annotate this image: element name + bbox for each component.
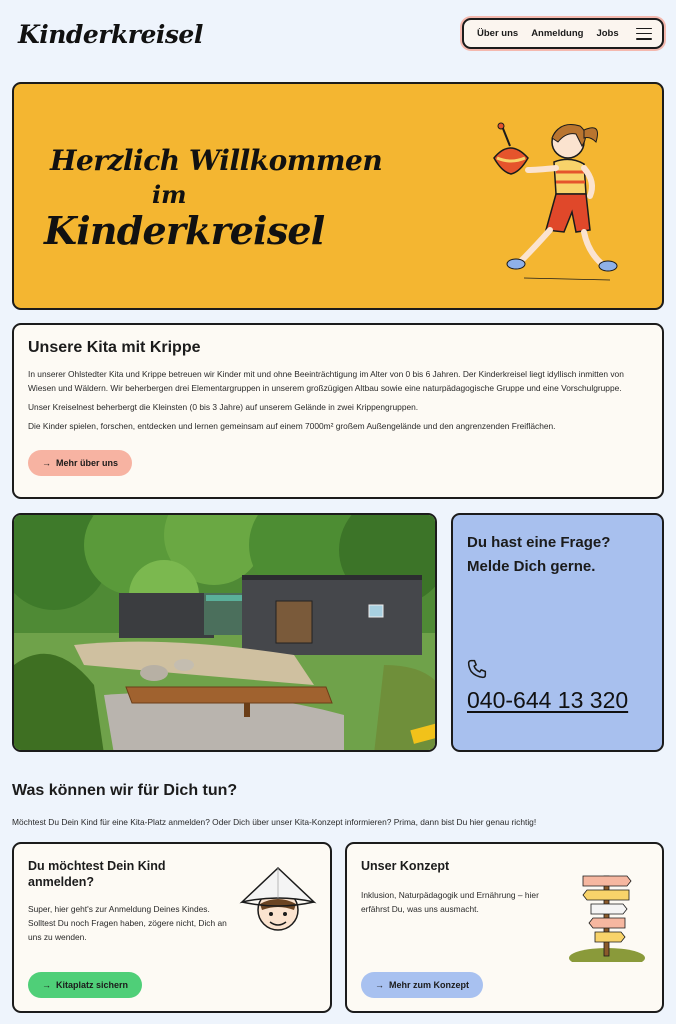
phone-icon <box>467 659 487 679</box>
kita-title: Unsere Kita mit Krippe <box>28 339 201 356</box>
site-logo[interactable] <box>12 12 203 56</box>
kita-intro-card <box>12 323 664 499</box>
mehr-zum-konzept-button[interactable] <box>361 972 483 998</box>
arrow-right-icon: → <box>42 458 51 468</box>
nav-item-ueber-uns[interactable]: Über uns <box>477 28 519 39</box>
hero-headline-2: im <box>152 180 187 209</box>
kita-paragraph-3: Die Kinder spielen, forschen, entdecken und lernen gemeinsam auf einem 7000m² großem Außengelände und den angrenzenden Freiflächen. <box>28 421 556 431</box>
anmeldung-card <box>12 842 332 1013</box>
mehr-ueber-uns-button[interactable] <box>28 450 132 476</box>
services-subtitle: Möchtest Du Dein Kind für eine Kita-Platz anmelden? Oder Dich über unser Kita-Konzept informieren? Prima, dann bist Du hier genau richtig! <box>12 817 537 827</box>
arrow-right-icon: → <box>375 980 384 990</box>
phone-number-link[interactable]: 040-644 13 320 <box>467 687 629 713</box>
mehr-zum-konzept-label: Mehr zum Konzept <box>389 980 469 990</box>
services-title: Was können wir für Dich tun? <box>12 782 238 799</box>
contact-question: Du hast eine Frage? <box>467 534 611 551</box>
paper-hat-child-illustration <box>238 864 318 938</box>
mehr-ueber-uns-label: Mehr über uns <box>56 458 119 468</box>
kita-paragraph-1: In unserer Ohlstedter Kita und Krippe betreuen wir Kinder mit und ohne Beeinträchtigung im Alter von 0 bis 6 Jahren. Der Kinderkreisel liegt idyllisch inmitten von Wiesen und Wäldern. Wir beherbergen drei Elementargruppen in unserem großzügigen Altbau sowie eine naturpädagogische Gruppe und eine Vorschulgruppe. <box>28 369 624 393</box>
main-nav <box>462 18 664 49</box>
child-illustration <box>484 112 624 292</box>
kitaplatz-sichern-label: Kitaplatz sichern <box>56 980 129 990</box>
signpost-illustration <box>565 870 649 962</box>
nav-item-jobs[interactable]: Jobs <box>596 28 619 39</box>
arrow-right-icon: → <box>42 980 51 990</box>
logo-text: Kinderkreisel <box>18 19 203 49</box>
anmeldung-title: Du möchtest Dein Kind anmelden? <box>28 859 166 889</box>
konzept-card <box>345 842 664 1013</box>
hero-banner <box>12 82 664 310</box>
anmeldung-text: Super, hier geht's zur Anmeldung Deines Kindes. Solltest Du noch Fragen haben, zögere nicht, Dich an uns zu wenden. <box>28 904 227 942</box>
kita-building-photo <box>12 513 437 752</box>
konzept-text: Inklusion, Naturpädagogik und Ernährung – hier erfährst Du, was uns ausmacht. <box>361 890 539 914</box>
contact-card <box>451 513 664 752</box>
konzept-title: Unser Konzept <box>361 859 450 873</box>
hero-headline-3: Kinderkreisel <box>44 208 325 253</box>
contact-invite: Melde Dich gerne. <box>467 558 596 575</box>
hamburger-icon[interactable] <box>636 28 652 40</box>
kita-paragraph-2: Unser Kreiselnest beherbergt die Kleinsten (0 bis 3 Jahre) auf unserem Gelände in zwei Krippengruppen. <box>28 402 419 412</box>
kitaplatz-sichern-button[interactable] <box>28 972 142 998</box>
nav-item-anmeldung[interactable]: Anmeldung <box>531 28 584 39</box>
hero-headline-1: Herzlich Willkommen <box>50 144 383 177</box>
